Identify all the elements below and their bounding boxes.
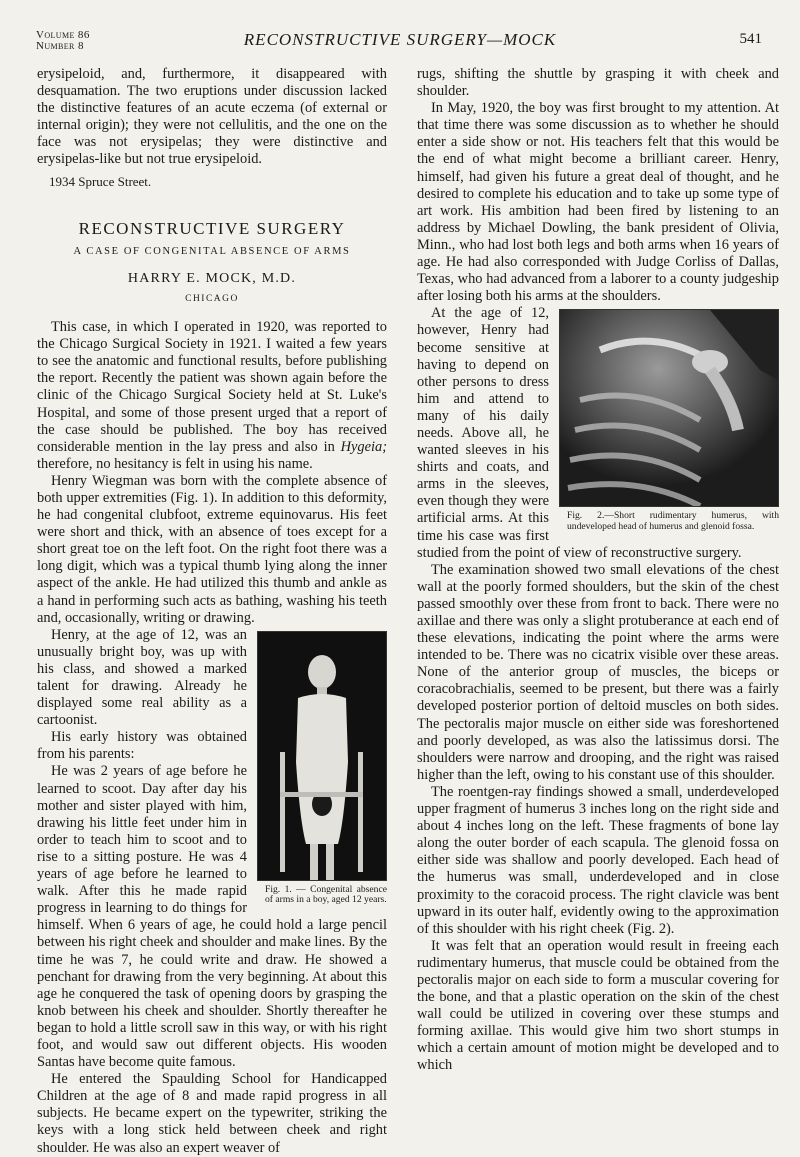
figure-2-xray bbox=[559, 309, 779, 507]
figure-1 bbox=[257, 631, 387, 906]
running-title: RECONSTRUCTIVE SURGERY—MOCK bbox=[243, 30, 557, 49]
body-paragraph: In May, 1920, the boy was first brought to my attention. At that time there was some discussion as to whether he should enter a side show or not. His teachers felt that this would be the end of what might become a brilliant career. Henry, himself, had given his future a great deal of thought, and he desired to complete his education and to take up some type of art work. His ambition had been fired by listening to an address by Michael Dowling, the bank president of Olivia, Minn., who had lost both legs and both arms when 16 years of age. He had also corresponded with Judge Corliss of Dallas, Texas, who had advanced from a laborer to a county judgeship after losing both his arms at the shoulders. bbox=[417, 100, 779, 305]
figure-2 bbox=[559, 309, 779, 532]
paragraph-text: This case, in which I operated in 1920, was reported to the Chicago Surgical Society in 1921. I waited a few years to see the anatomic and functional results, before publishing the report. Recently the patient was shown again before the clinic of the Chicago Surgical Society held at St. Luke's Hospital, and some of those present urged that a report of the case should be published. The boy has received considerable mention in the lay press and also in bbox=[37, 319, 387, 455]
body-paragraph: Henry Wiegman was born with the complete absence of both upper extremities (Fig. 1). In addition to this deformity, he had congenital clubfoot, extreme equinovarus. His feet were short and thick, with an absence of toes except for a short great toe on the left foot. On the right foot there was a long digit, which was a typical thumb lying along the inner aspect of the ankle. He had utilized this thumb and ankle as a hand in performing such acts as bathing, washing his teeth and, occasionally, writing or drawing. bbox=[37, 472, 387, 626]
body-paragraph: At the age of 12, however, Henry had become sensitive at having to depend on other persons to dress him and attend to many of his daily needs. Above all, he wanted sleeves in his shirts and coats, and arms in the sleeves, even though they were artificial arms. At this time his case was first studied from the point of view of reconstructive surgery. bbox=[417, 305, 742, 561]
continued-paragraph: erysipeloid, and, furthermore, it disappeared with desquamation. The two eruptions under discussion lacked the distinctive features of an acute eczema (of external or internal origin); they were not cellulitis, and the one on the face was not erysipelas; they were distinctive and erysipelas-like but not true erysipeloid. bbox=[37, 66, 387, 168]
article-subtitle: A CASE OF CONGENITAL ABSENCE OF ARMS bbox=[73, 245, 351, 257]
quoted-history: He was 2 years of age before he learned to scoot. Day after day his mother and sister played with him, drawing his little feet under him in order to teach him to scoot and to rise to a sitting posture. He was 4 years of age before he learned to walk. After this he made rapid progress in learning to do things for himself. When 6 years of age, he could hold a large pencil between his right cheek and shoulder and make lines. By the time he was 7, he could write and draw. He showed a penchant for drawing from the very beginning. At about this age he conquered the task of opening doors by grasping the knob between his cheek and shoulder. Shortly thereafter he began to hold a little scroll saw in this way, or with his right foot, and would saw out different objects. His wooden Santas have become quite famous. bbox=[37, 763, 387, 1071]
body-paragraph: The roentgen-ray findings showed a small, underdeveloped upper fragment of humerus 3 inches long on the right side and about 4 inches long on the left. These fragments of bone lay along the outer border of each scapula. The glenoid fossa on either side was shallow and poorly developed. Each head of the humerus was small, underdeveloped and in close proximity to the coracoid process. The right clavicle was bent upward in its outer half, evidently owing to the approximation of this shoulder with his right cheek (Fig. 2). bbox=[417, 783, 779, 937]
body-paragraph: His early history was obtained from his parents: bbox=[37, 729, 247, 763]
paragraph-text: therefore, no hesitancy is felt in using his name. bbox=[37, 455, 313, 472]
author-city: CHICAGO bbox=[185, 293, 239, 304]
body-paragraph: It was felt that an operation would result in freeing each rudimentary humerus, that muscle could be obtained from the pectoralis major on each side to form a muscular covering for the bone, and that a plastic operation on the skin of the chest wall could be utilized in covering over these stumps and forming axillae. This would give him two short stumps in which a certain amount of motion might be developed and to which bbox=[417, 937, 779, 1074]
body-paragraph bbox=[37, 319, 387, 473]
article-author: HARRY E. MOCK, M.D. bbox=[127, 270, 297, 286]
page-number: 541 bbox=[739, 31, 762, 47]
xray-illustration bbox=[560, 310, 778, 506]
volume-label: Volume 86 bbox=[36, 29, 90, 41]
figure-1-photo bbox=[257, 631, 387, 881]
left-column bbox=[37, 66, 387, 1157]
body-paragraph: The examination showed two small elevations of the chest wall at the poorly formed shoulders, but the skin of the chest passed smoothly over these from front to back. There were no axillae and there was only a slight protuberance at each end of these elevations, indicating the point where the arms were intended to be. There was no cicatrix visible over these areas. None of the anterior group of muscles, the biceps or coracobrachialis, seemed to be present, but there was a fairly developed posterior portion of deltoid muscles on both sides. The pectoralis major muscle on either side was foreshortened and poorly developed, as was also the latissimus dorsi. The shoulders were narrow and drooping, and the right was raised higher than the left, owing to his constant use of this shoulder. bbox=[417, 561, 779, 783]
number-label: Number 8 bbox=[36, 40, 84, 52]
right-column bbox=[417, 66, 779, 1075]
continued-paragraph: rugs, shifting the shuttle by grasping it with cheek and shoulder. bbox=[417, 66, 779, 100]
author-address: 1934 Spruce Street. bbox=[49, 173, 152, 189]
figure-1-caption: Fig. 1. — Congenital absence of arms in a boy, aged 12 years. bbox=[265, 883, 387, 906]
boy-photo-illustration bbox=[258, 632, 386, 880]
body-paragraph: Henry, at the age of 12, was an unusually bright boy, was up with his class, and showed a marked talent for drawing. Already he displayed some real ability as a cartoonist. bbox=[37, 626, 247, 729]
figure-2-caption: Fig. 2.—Short rudimentary humerus, with undeveloped head of humerus and glenoid fossa. bbox=[567, 510, 779, 532]
article-title: RECONSTRUCTIVE SURGERY bbox=[78, 218, 346, 238]
body-paragraph: He entered the Spaulding School for Handicapped Children at the age of 8 and made rapid progress in all subjects. He became expert on the typewriter, striking the keys with a long stick held between cheek and right shoulder. He was also an expert weaver of bbox=[37, 1071, 387, 1156]
journal-name: Hygeia; bbox=[340, 438, 387, 455]
